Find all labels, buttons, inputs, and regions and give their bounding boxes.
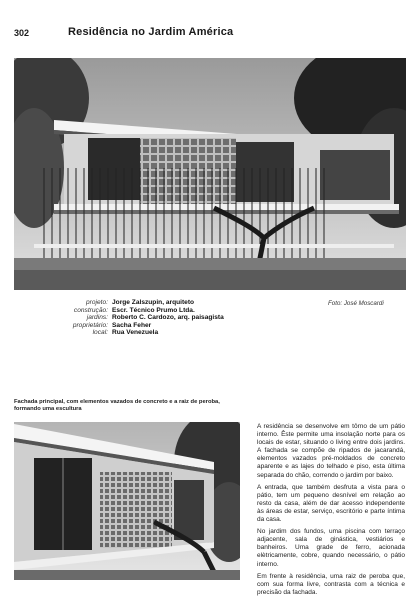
- article-body: [257, 423, 405, 601]
- credit-value: Escr. Técnico Prumo Ltda.: [112, 306, 195, 314]
- credit-label: construção:: [73, 306, 108, 314]
- credit-label: jardins:: [86, 314, 108, 322]
- body-paragraph: A residência se desenvolve em tôrno de um pátio interno. Êste permite uma insolação norte para os locais de estar, situando o living entre dois jardins. A fachada se compõe de ripados de jacarandá, elementos vazados pré-moldados de concreto aparente e as lajes do telhado e piso, esta última separada do chão, correndo o jardim por baixo.: [257, 423, 405, 479]
- page-title: Residência no Jardim América: [68, 26, 234, 38]
- credits-list: [14, 299, 254, 337]
- photo-credit: Foto: José Moscardi: [328, 300, 384, 307]
- facade-photo-bottom: [14, 422, 240, 580]
- credit-row-construction: [14, 307, 254, 315]
- credit-value: Roberto C. Cardozo, arq. paisagista: [112, 314, 224, 322]
- credit-value: Rua Venezuela: [112, 329, 159, 337]
- body-paragraph: No jardim dos fundos, uma piscina com terraço adjacente, sala de ginástica, vestiários e banheiros. Uma grade de ferro, acionada elètricamente, cobre, quando necessário, o pátio interno.: [257, 528, 405, 568]
- facade-photo-top: [14, 58, 406, 290]
- credit-label: local:: [92, 329, 108, 337]
- body-paragraph: Em frente à residência, uma raiz de peroba que, com sua forma livre, contrasta com a técnica e precisão da fachada.: [257, 572, 405, 596]
- credit-label: proprietário:: [72, 321, 108, 329]
- credit-row-project: [14, 299, 254, 307]
- credit-row-gardens: [14, 314, 254, 322]
- page-number: 302: [14, 28, 30, 38]
- credit-row-location: [14, 329, 254, 337]
- credit-value: Jorge Zalszupin, arquiteto: [112, 299, 195, 306]
- credit-row-owner: [14, 322, 254, 330]
- credit-label: projeto:: [86, 299, 108, 306]
- body-paragraph: A entrada, que também desfruta a vista para o pátio, tem um pequeno desnível em relação ao resto da casa, além de dar acesso independente às áreas de estar, serviço, escritório e parte íntima da casa.: [257, 483, 405, 524]
- photo-caption: Fachada principal, com elementos vazados de concreto e a raiz de peroba, formando uma escultura: [14, 399, 220, 412]
- credit-value: Sacha Feher: [112, 321, 152, 329]
